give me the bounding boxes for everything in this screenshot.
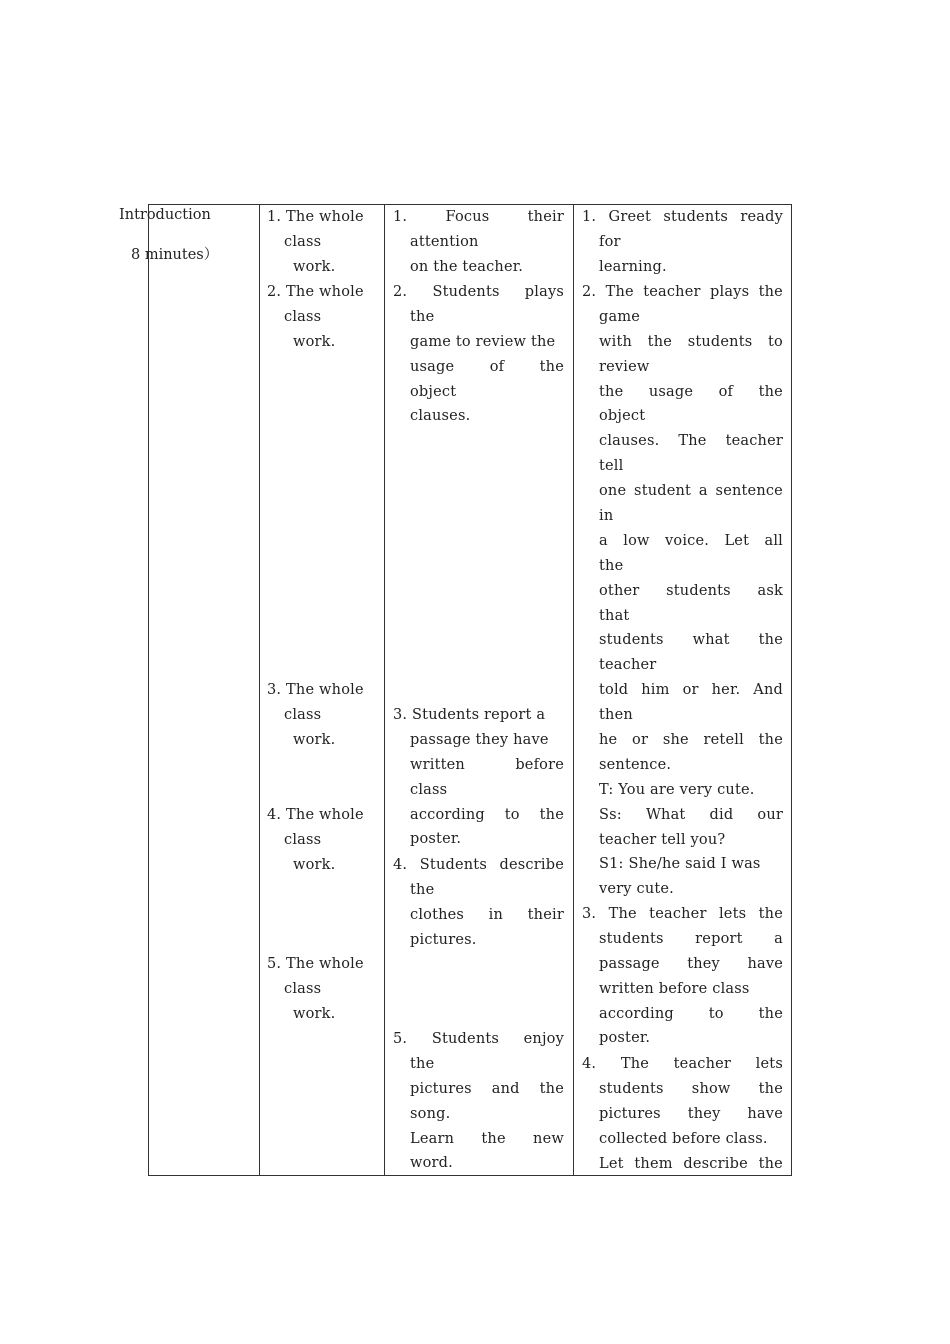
text-line [582, 230, 783, 255]
text-line [582, 653, 783, 678]
text-line [582, 429, 783, 454]
text-line [582, 604, 783, 629]
word: what [692, 632, 730, 649]
word: pictures [599, 1105, 661, 1122]
word: describe [499, 857, 564, 873]
word: class [284, 308, 322, 325]
text-line [582, 504, 783, 529]
word: 2. [582, 284, 597, 300]
text-line [393, 230, 564, 255]
word: to [768, 333, 783, 350]
word: told [599, 682, 629, 699]
word: other [599, 582, 640, 599]
word: Learn [410, 1130, 455, 1147]
text-line [582, 852, 783, 877]
text-line [267, 803, 372, 828]
text-line [393, 753, 564, 778]
word: the [599, 383, 624, 400]
word: game to review the [410, 333, 556, 350]
text-line [267, 828, 372, 853]
text-line [582, 479, 783, 504]
word: written [410, 756, 465, 773]
text-line [582, 1152, 783, 1177]
word: the [758, 1155, 783, 1172]
text-line [393, 1027, 564, 1052]
word: learning. [599, 258, 667, 275]
word: a [599, 532, 608, 549]
text-line [267, 703, 372, 728]
word: teacher [643, 284, 701, 300]
word: him [641, 682, 670, 699]
word: lets [718, 906, 747, 922]
word: with [599, 333, 633, 350]
word: teacher [673, 1056, 732, 1072]
word: show [691, 1080, 731, 1097]
word: Students [431, 1031, 500, 1047]
text-line [582, 1077, 783, 1102]
word: The [608, 906, 637, 922]
word: describe [683, 1155, 748, 1172]
word: that [599, 607, 630, 624]
student-activity-item [393, 1027, 564, 1176]
word: sentence. [599, 756, 672, 773]
text-line [267, 330, 372, 355]
word: ready [740, 209, 783, 225]
word: passage [599, 955, 660, 972]
text-line [582, 1002, 783, 1027]
word: 1. The whole [267, 209, 364, 225]
word: a [698, 483, 708, 500]
word: the [758, 1005, 783, 1022]
text-line [582, 1052, 783, 1077]
word: ask [757, 582, 783, 599]
word: poster. [410, 831, 462, 848]
word: according [410, 806, 485, 823]
text-line [267, 305, 372, 330]
text-line [582, 728, 783, 753]
word: Ss: [599, 806, 622, 823]
word: the [758, 732, 783, 749]
student-activity-item [393, 853, 564, 953]
word: sentence [715, 483, 783, 500]
text-line [582, 877, 783, 902]
student-activity-item [393, 703, 564, 852]
word: passage they have [410, 731, 549, 748]
word: students [687, 333, 753, 350]
column-divider [259, 205, 260, 1175]
activity-form-item [267, 678, 372, 753]
word: What [645, 806, 686, 823]
word: report [695, 930, 743, 947]
word: then [599, 707, 633, 724]
word: 3. The whole [267, 682, 364, 698]
activity-form-item [267, 280, 372, 355]
word: student [634, 483, 692, 500]
word: usage [648, 383, 694, 400]
word: Students [432, 284, 500, 300]
text-line [393, 1052, 564, 1077]
word: work. [293, 333, 336, 350]
activity-form-item [267, 205, 372, 280]
word: the [599, 557, 624, 574]
word: 5. The whole [267, 956, 364, 972]
text-line [582, 678, 783, 703]
text-line [582, 753, 783, 778]
text-line [582, 1102, 783, 1127]
word: the [647, 333, 673, 350]
text-line [582, 977, 783, 1002]
word: 3. Students report a [393, 707, 546, 723]
teacher-activity-item [582, 902, 783, 1051]
text-line [393, 280, 564, 305]
text-line [267, 255, 372, 280]
text-line [393, 803, 564, 828]
word: 3. [582, 906, 597, 922]
word: plays [710, 284, 750, 300]
text-line [267, 952, 372, 977]
text-line [582, 778, 783, 803]
word: teacher [599, 657, 657, 674]
word: And [753, 682, 783, 699]
word: word. [410, 1155, 453, 1172]
text-line [582, 703, 783, 728]
word: 2. [393, 284, 408, 300]
text-line [393, 728, 564, 753]
word: plays [524, 284, 564, 300]
text-line [393, 1127, 564, 1152]
word: Let [724, 532, 750, 549]
text-line [582, 305, 783, 330]
word: 2. The whole [267, 284, 364, 300]
text-line [267, 853, 372, 878]
text-line [267, 280, 372, 305]
word: the [539, 806, 564, 823]
column-divider [573, 205, 574, 1175]
word: the [758, 1080, 783, 1097]
word: them [634, 1155, 673, 1172]
text-line [393, 355, 564, 380]
word: students [666, 582, 731, 599]
text-line [393, 330, 564, 355]
word: clauses. [599, 433, 660, 450]
word: pictures [410, 1080, 472, 1097]
word: enjoy [523, 1031, 564, 1047]
text-line [393, 205, 564, 230]
word: 1. [393, 209, 408, 225]
word: Focus [445, 209, 490, 225]
text-line [582, 380, 783, 405]
text-line [393, 305, 564, 330]
text-line [267, 230, 372, 255]
column-divider [384, 205, 385, 1175]
word: their [527, 209, 564, 225]
text-line [582, 1127, 783, 1152]
activity-form-item [267, 952, 372, 1027]
word: they [687, 955, 720, 972]
word: our [757, 806, 783, 823]
word: teacher [725, 433, 783, 450]
text-line [267, 678, 372, 703]
word: the [410, 308, 435, 325]
word: T: You are very cute. [599, 781, 755, 798]
word: students [599, 632, 664, 649]
word: class [284, 831, 322, 848]
word: have [747, 1105, 783, 1122]
word: according [599, 1005, 674, 1022]
word: in [599, 508, 614, 525]
text-line [582, 529, 783, 554]
word: review [599, 358, 650, 375]
text-line [267, 728, 372, 753]
text-line [393, 827, 564, 852]
stage-name: Introduction [119, 207, 211, 223]
teacher-activity-item [582, 1052, 783, 1176]
word: the [758, 906, 783, 922]
word: work. [293, 856, 336, 873]
word: the [410, 881, 435, 898]
word: The [678, 433, 707, 450]
teacher-activity-item [582, 280, 783, 902]
stage-time: 8 minutes） [131, 247, 219, 263]
text-line [267, 205, 372, 230]
text-line [393, 903, 564, 928]
word: for [599, 233, 621, 250]
text-line [393, 1077, 564, 1102]
word: lets [755, 1056, 783, 1072]
text-line [582, 454, 783, 479]
word: the [758, 632, 783, 649]
word: Students [419, 857, 487, 873]
word: poster. [599, 1030, 651, 1047]
word: low [623, 532, 650, 549]
word: The [605, 284, 634, 300]
word: clauses. [410, 408, 471, 425]
word: class [284, 980, 322, 997]
text-line [393, 703, 564, 728]
word: the [539, 358, 564, 375]
teacher-activity-item [582, 205, 783, 280]
text-line [267, 977, 372, 1002]
word: students [599, 930, 664, 947]
word: of [489, 358, 505, 375]
word: a [774, 930, 783, 947]
text-line [582, 280, 783, 305]
text-line [582, 330, 783, 355]
word: teacher tell you? [599, 831, 726, 848]
word: he [599, 732, 618, 749]
student-activity-item [393, 280, 564, 429]
word: the [539, 1080, 564, 1097]
text-line [393, 255, 564, 280]
text-line [393, 778, 564, 803]
text-line [582, 803, 783, 828]
word: teacher [649, 906, 707, 922]
word: tell [599, 458, 624, 475]
word: pictures. [410, 931, 477, 948]
word: written before class [599, 980, 750, 997]
word: the [758, 383, 783, 400]
word: The [620, 1056, 650, 1072]
word: work. [293, 1005, 336, 1022]
word: she [662, 732, 689, 749]
word: work. [293, 258, 336, 275]
text-line [393, 404, 564, 429]
word: or [682, 682, 699, 699]
word: 5. [393, 1031, 408, 1047]
text-line [393, 380, 564, 405]
text-line [393, 1151, 564, 1176]
word: to [708, 1005, 724, 1022]
word: retell [703, 732, 744, 749]
text-line [393, 853, 564, 878]
word: game [599, 308, 641, 325]
word: and [491, 1080, 520, 1097]
word: work. [293, 731, 336, 748]
word: on the teacher. [410, 258, 524, 275]
word: voice. [665, 532, 710, 549]
word: very cute. [599, 881, 674, 898]
word: her. [711, 682, 741, 699]
word: the [758, 284, 783, 300]
word: their [527, 906, 564, 923]
text-line [582, 952, 783, 977]
text-line [582, 628, 783, 653]
word: S1: She/he said I was [599, 856, 761, 873]
word: before [515, 756, 564, 773]
word: 4. [393, 857, 408, 873]
word: did [709, 806, 734, 823]
text-line [393, 928, 564, 953]
text-line [582, 205, 783, 230]
word: have [747, 955, 783, 972]
student-activity-item [393, 205, 564, 280]
text-line [582, 927, 783, 952]
text-line [582, 255, 783, 280]
word: Greet [608, 209, 652, 225]
text-line [582, 355, 783, 380]
word: of [718, 383, 734, 400]
word: or [632, 732, 649, 749]
text-line [267, 1002, 372, 1027]
word: 1. [582, 209, 597, 225]
text-line [582, 579, 783, 604]
text-line [582, 828, 783, 853]
word: class [284, 706, 322, 723]
word: new [533, 1130, 564, 1147]
text-line [393, 878, 564, 903]
word: clothes [410, 906, 465, 923]
word: usage [410, 358, 455, 375]
word: 4. The whole [267, 807, 364, 823]
word: students [663, 209, 729, 225]
word: to [504, 806, 520, 823]
word: in [488, 906, 504, 923]
word: class [410, 781, 448, 798]
word: song. [410, 1105, 451, 1122]
word: students [599, 1080, 664, 1097]
word: Let [599, 1155, 624, 1172]
text-line [582, 902, 783, 927]
word: all [764, 532, 783, 549]
word: object [599, 408, 646, 425]
word: one [599, 483, 627, 500]
word: the [481, 1130, 506, 1147]
text-line [582, 404, 783, 429]
text-line [393, 1102, 564, 1127]
word: class [284, 233, 322, 250]
word: attention [410, 233, 479, 250]
word: they [687, 1105, 721, 1122]
word: object [410, 383, 457, 400]
activity-form-item [267, 803, 372, 878]
word: collected before class. [599, 1130, 768, 1147]
text-line [582, 554, 783, 579]
word: 4. [582, 1056, 597, 1072]
text-line [582, 1026, 783, 1051]
word: the [410, 1055, 435, 1072]
